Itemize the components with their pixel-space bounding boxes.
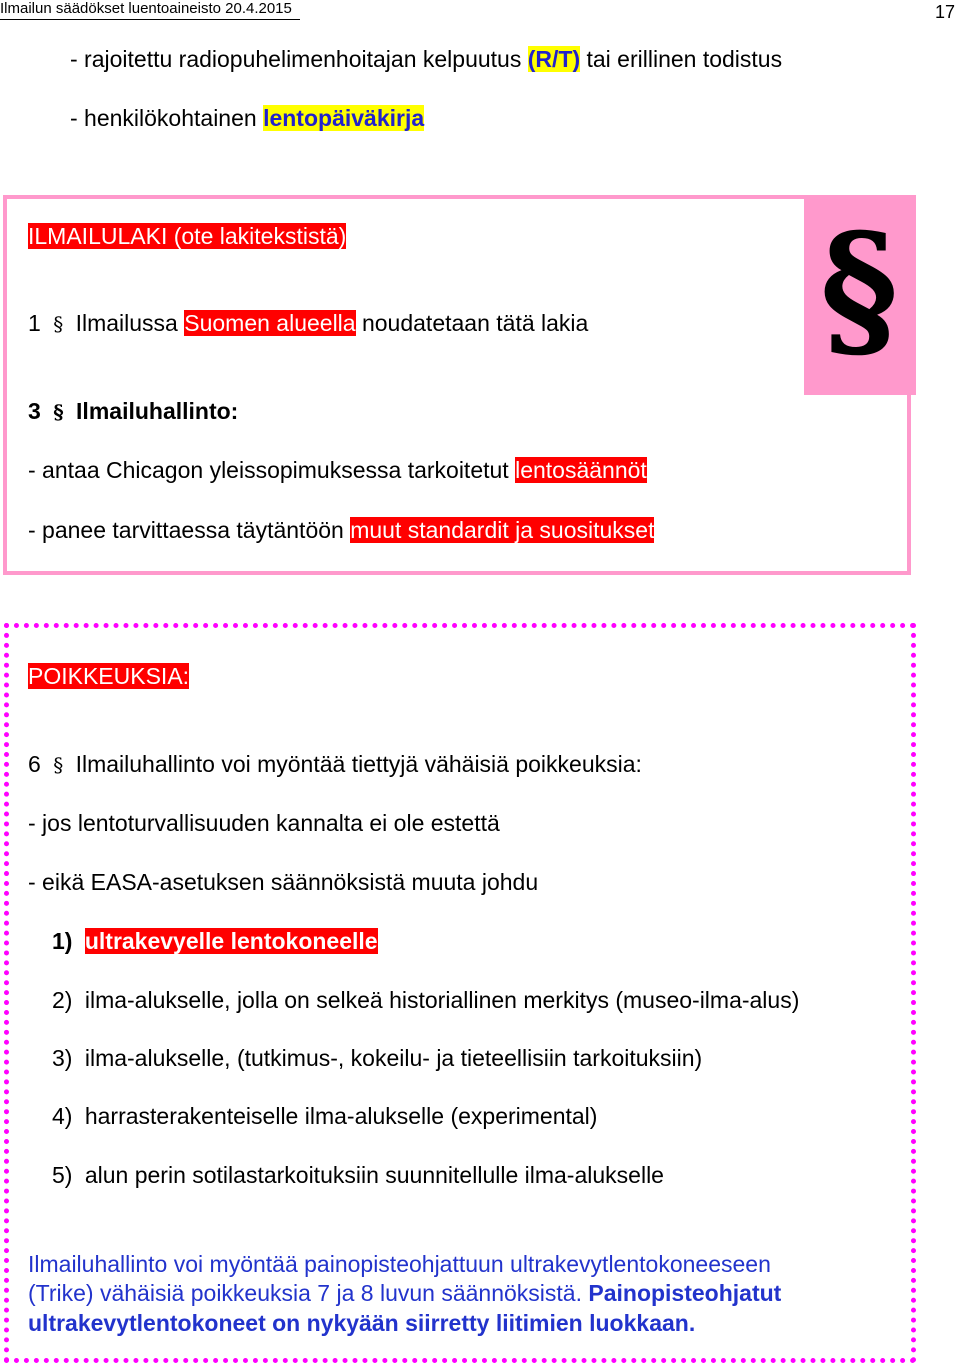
condition-2: - eikä EASA-asetuksen säännöksistä muuta johdu [28,869,539,895]
list-item-text: tai erillinen todistus [580,46,783,72]
exceptions-title [28,662,189,690]
trike-note-line-2 [28,1279,781,1307]
exception-item-5 [52,1161,664,1189]
item-text: ilma-alukselle, jolla on selkeä historiallinen merkitys (museo-ilma-alus) [84,987,800,1013]
item-number: 3) [52,1045,73,1071]
header-rule [0,19,300,20]
exception-item-1 [52,927,378,955]
bullet-text: - antaa Chicagon yleissopimuksessa tarkoitetut [28,457,516,483]
section-number: 6 [28,751,41,777]
trike-note-line-3: ultrakevytlentokoneet on nykyään siirretty liitimien luokkaan. [28,1310,696,1336]
item-text-highlight: ultrakevyelle lentokoneelle [84,928,378,954]
law-title [28,222,346,250]
note-text-bold: Painopisteohjatut [588,1280,782,1306]
section-icon: § [53,400,64,424]
law-section-1 [28,309,588,338]
section-title: Ilmailuhallinto: [76,398,239,424]
condition-1: - jos lentoturvallisuuden kannalta ei ole estettä [28,810,500,836]
section-icon: § [53,312,64,336]
law-bullet-rules [28,456,647,484]
section-text: Ilmailussa [75,310,185,336]
law-section-3 [28,397,238,426]
item-number: 4) [52,1103,73,1129]
bullet-text: - panee tarvittaessa täytäntöön [28,517,351,543]
section-symbol-icon: § [820,201,899,377]
page-number: 17 [935,2,956,22]
section-text: Ilmailuhallinto voi myöntää tiettyjä vähäisiä poikkeuksia: [75,751,642,777]
rt-highlight: (R/T) [527,46,581,72]
exceptions-section-6 [28,750,642,779]
exceptions-title-text: POIKKEUKSIA: [28,663,190,689]
note-text: (Trike) vähäisiä poikkeuksia 7 ja 8 luvun säännöksistä. [28,1280,589,1306]
section-text: noudatetaan tätä lakia [355,310,589,336]
logbook-highlight: lentopäiväkirja [263,105,425,131]
item-text: ilma-alukselle, (tutkimus-, kokeilu- ja tieteellisiin tarkoituksiin) [84,1045,703,1071]
list-item-rt [70,45,782,73]
list-item-logbook [70,104,424,132]
standards-highlight: muut standardit ja suositukset [350,517,655,543]
item-number: 5) [52,1162,73,1188]
section-icon: § [53,753,64,777]
header-title: Ilmailun säädökset luentoaineisto 20.4.2015 [0,0,292,17]
item-number: 2) [52,987,73,1013]
trike-note-line-1: Ilmailuhallinto voi myöntää painopisteohjattuun ultrakevytlentokoneeseen [28,1251,771,1277]
list-item-text: - henkilökohtainen [70,105,264,131]
law-bullet-standards [28,516,654,544]
exception-item-4 [52,1102,597,1130]
rules-highlight: lentosäännöt [515,457,647,483]
item-number: 1) [52,928,73,954]
section-number: 1 [28,310,41,336]
exception-item-2 [52,986,799,1014]
finland-highlight: Suomen alueella [184,310,356,336]
law-title-text: ILMAILULAKI (ote lakitekstistä) [28,223,347,249]
item-text: harrasterakenteiselle ilma-alukselle (experimental) [84,1103,598,1129]
section-number: 3 [28,398,41,424]
list-item-text: - rajoitettu radiopuhelimenhoitajan kelpuutus [70,46,528,72]
exception-item-3 [52,1044,702,1072]
item-text: alun perin sotilastarkoituksiin suunnitellulle ilma-alukselle [84,1162,664,1188]
